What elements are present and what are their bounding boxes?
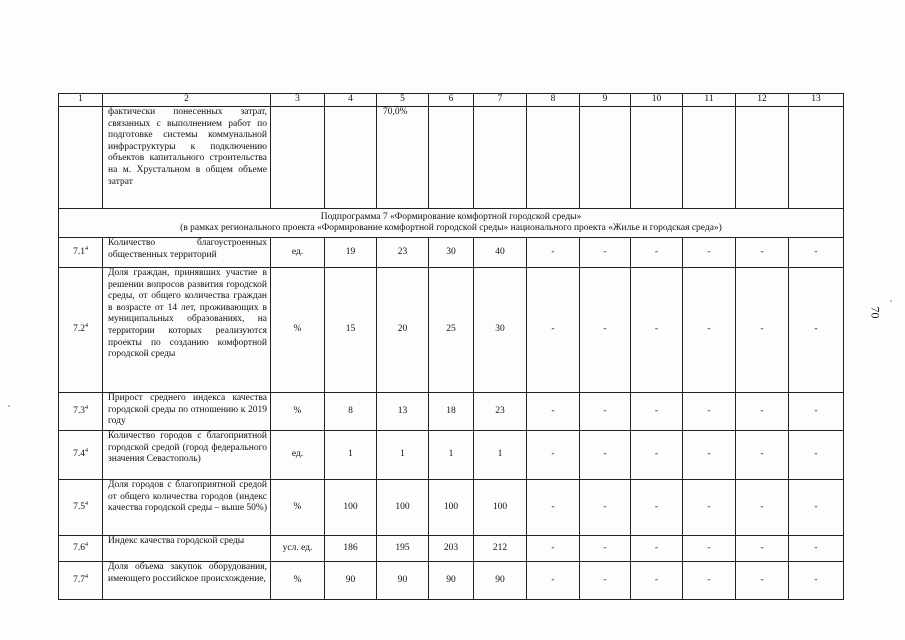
unit-cell: ед.: [271, 238, 325, 268]
empty-value-dash: -: [580, 480, 631, 536]
empty-value-dash: -: [631, 393, 683, 431]
value-cell: 195: [377, 536, 429, 562]
value-cell: 13: [377, 393, 429, 431]
col-header-12: 12: [736, 94, 789, 107]
empty-value-dash: -: [631, 536, 683, 562]
empty-value-dash: -: [789, 393, 844, 431]
empty-value-dash: -: [580, 431, 631, 480]
unit-cell: %: [271, 393, 325, 431]
unit-cell: %: [271, 480, 325, 536]
indicator-id: $7.1^4$: [59, 238, 103, 268]
value-cell: 1: [429, 431, 474, 480]
empty-value-dash: -: [527, 562, 580, 600]
value-cell: 40: [474, 238, 527, 268]
empty-value-dash: -: [683, 268, 736, 393]
value-cell: 90: [377, 562, 429, 600]
empty-value-dash: -: [631, 480, 683, 536]
table-row: [59, 393, 844, 431]
empty-value-dash: -: [527, 536, 580, 562]
subprogram-subtitle: (в рамках регионального проекта «Формирование комфортной городской среды» национального проекта «Жилье и городская среда»): [180, 223, 722, 233]
empty-value-dash: -: [527, 268, 580, 393]
col-header-4: 4: [325, 94, 377, 107]
empty-value-dash: -: [631, 268, 683, 393]
value-cell: 8: [325, 393, 377, 431]
value-cell: 100: [325, 480, 377, 536]
col-header-9: 9: [580, 94, 631, 107]
value-cell: 70,0%: [377, 107, 429, 209]
empty-value-dash: -: [736, 536, 789, 562]
empty-value-dash: -: [736, 562, 789, 600]
col-header-7: 7: [474, 94, 527, 107]
page-number: 70: [868, 306, 883, 319]
value-cell: 20: [377, 268, 429, 393]
table-row: [59, 268, 844, 393]
empty-value-dash: -: [631, 431, 683, 480]
empty-value-dash: -: [736, 393, 789, 431]
empty-value-dash: -: [683, 536, 736, 562]
empty-value-dash: -: [789, 431, 844, 480]
empty-value-dash: -: [527, 238, 580, 268]
table-row: [59, 536, 844, 562]
empty-value-dash: -: [580, 393, 631, 431]
empty-value-dash: -: [789, 268, 844, 393]
indicator-id: $7.3^4$: [59, 393, 103, 431]
subprogram-row: [59, 209, 844, 238]
empty-value-dash: -: [580, 536, 631, 562]
empty-value-dash: -: [789, 562, 844, 600]
value-cell: 18: [429, 393, 474, 431]
empty-value-dash: -: [580, 562, 631, 600]
col-header-2: 2: [103, 94, 271, 107]
table-row: [59, 238, 844, 268]
empty-value-dash: -: [789, 238, 844, 268]
empty-value-dash: -: [736, 238, 789, 268]
column-number-row: [59, 94, 844, 107]
col-header-6: 6: [429, 94, 474, 107]
indicator-id: $7.5^4$: [59, 480, 103, 536]
scan-speck: [890, 300, 892, 302]
empty-value-dash: -: [736, 268, 789, 393]
indicator-description: Доля граждан, принявших участие в решении вопросов развития городской среды, от общего количества граждан в возрасте от 14 лет, проживающих в муниципальных образованиях, на территории которых реализуются проекты по созданию комфортной городской среды: [103, 268, 271, 393]
value-cell: 90: [429, 562, 474, 600]
empty-value-dash: -: [683, 393, 736, 431]
empty-value-dash: -: [683, 431, 736, 480]
col-header-5: 5: [377, 94, 429, 107]
empty-value-dash: -: [683, 562, 736, 600]
indicator-id: $7.4^4$: [59, 431, 103, 480]
subprogram-title: Подпрограмма 7 «Формирование комфортной городской среды»: [320, 211, 582, 222]
indicator-description: Доля объема закупок оборудования, имеющего российское происхождение,: [103, 562, 271, 600]
scan-speck: [8, 405, 10, 407]
empty-value-dash: -: [736, 480, 789, 536]
unit-cell: %: [271, 268, 325, 393]
unit-cell: усл. ед.: [271, 536, 325, 562]
value-cell: 1: [474, 431, 527, 480]
empty-value-dash: -: [580, 268, 631, 393]
indicator-rows: [59, 238, 844, 600]
value-cell: 100: [429, 480, 474, 536]
indicator-id: $7.2^4$: [59, 268, 103, 393]
empty-value-dash: -: [683, 238, 736, 268]
value-cell: 90: [474, 562, 527, 600]
unit-cell: %: [271, 562, 325, 600]
col-header-11: 11: [683, 94, 736, 107]
value-cell: 19: [325, 238, 377, 268]
value-cell: 25: [429, 268, 474, 393]
col-header-3: 3: [271, 94, 325, 107]
col-header-10: 10: [631, 94, 683, 107]
empty-value-dash: -: [527, 393, 580, 431]
empty-value-dash: -: [527, 431, 580, 480]
value-cell: 23: [377, 238, 429, 268]
value-cell: 1: [325, 431, 377, 480]
value-cell: 212: [474, 536, 527, 562]
value-cell: 1: [377, 431, 429, 480]
col-header-1: 1: [59, 94, 103, 107]
value-cell: 30: [429, 238, 474, 268]
value-cell: 90: [325, 562, 377, 600]
value-cell: 203: [429, 536, 474, 562]
value-cell: 15: [325, 268, 377, 393]
indicator-description: Прирост среднего индекса качества городской среды по отношению к 2019 году: [103, 393, 271, 431]
col-header-13: 13: [789, 94, 844, 107]
indicator-description: Доля городов с благоприятной средой от общего количества городов (индекс качества городской среды – выше 50%): [103, 480, 271, 536]
indicator-id: $7.6^4$: [59, 536, 103, 562]
empty-value-dash: -: [736, 431, 789, 480]
empty-value-dash: -: [631, 562, 683, 600]
value-cell: 100: [474, 480, 527, 536]
col-header-8: 8: [527, 94, 580, 107]
value-cell: 30: [474, 268, 527, 393]
empty-value-dash: -: [789, 536, 844, 562]
value-cell: 186: [325, 536, 377, 562]
table-row: [59, 480, 844, 536]
table-row: [59, 431, 844, 480]
value-cell: 100: [377, 480, 429, 536]
empty-value-dash: -: [789, 480, 844, 536]
subprogram-heading: [59, 209, 844, 238]
empty-value-dash: -: [683, 480, 736, 536]
indicator-description: фактически понесенных затрат, связанных с выполнением работ по подготовке системы коммунальной инфраструктуры к подключению объектов капитального строительства на м. Хрустальном в общем объеме затрат: [103, 107, 271, 209]
indicator-description: Количество городов с благоприятной городской средой (город федерального значения Севастополь): [103, 431, 271, 480]
empty-value-dash: -: [631, 238, 683, 268]
table-row-continued: [59, 107, 844, 209]
indicator-description: Количество благоустроенных общественных территорий: [103, 238, 271, 268]
value-cell: 23: [474, 393, 527, 431]
indicator-id: $7.7^4$: [59, 562, 103, 600]
indicator-description: Индекс качества городской среды: [103, 536, 271, 562]
empty-value-dash: -: [580, 238, 631, 268]
empty-value-dash: -: [527, 480, 580, 536]
indicators-table: [58, 93, 844, 600]
unit-cell: ед.: [271, 431, 325, 480]
table-row: [59, 562, 844, 600]
